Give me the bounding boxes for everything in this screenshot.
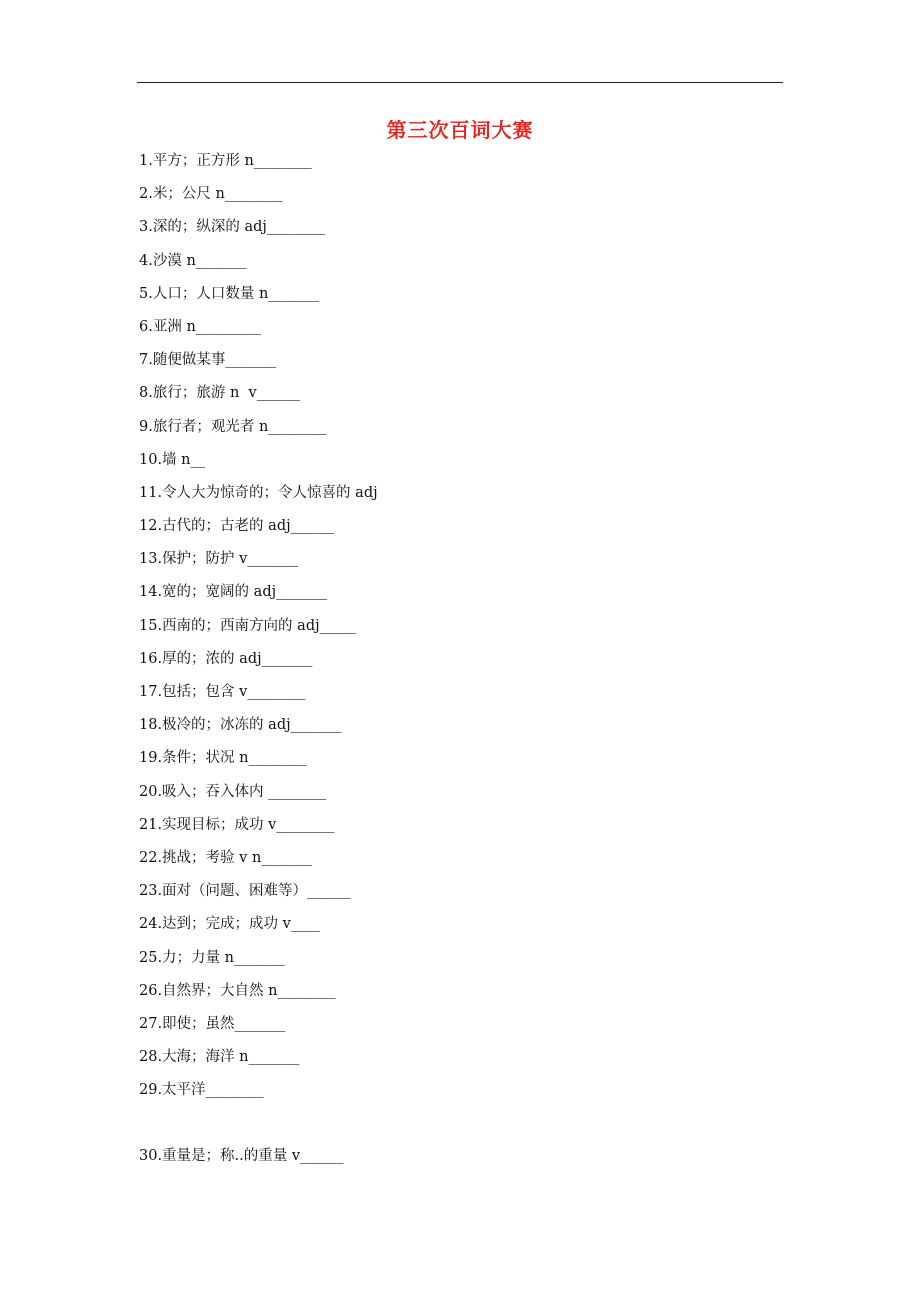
- list-item: 3.深的；纵深的 adj________: [139, 219, 325, 236]
- list-item: 8.旅行；旅游 n v______: [139, 385, 301, 402]
- header-rule: [137, 82, 783, 83]
- document-title: 第三次百词大赛: [386, 118, 534, 142]
- list-item: 21.实现目标；成功 v________: [139, 816, 335, 833]
- list-item: 20.吸入；吞入体内 ________: [139, 783, 327, 800]
- list-item: 12.古代的；古老的 adj______: [139, 518, 335, 535]
- vocabulary-list: [139, 150, 378, 1179]
- list-item: 11.令人大为惊奇的；令人惊喜的 adj: [139, 484, 378, 501]
- list-item: 29.太平洋________: [139, 1082, 264, 1099]
- list-item: 2.米；公尺 n________: [139, 186, 283, 203]
- list-item: 15.西南的；西南方向的 adj_____: [139, 617, 356, 634]
- list-item: 28.大海；海洋 n_______: [139, 1049, 300, 1066]
- list-item: 6.亚洲 n_________: [139, 318, 262, 335]
- list-item: 18.极冷的；冰冻的 adj_______: [139, 717, 342, 734]
- list-item: 17.包括；包含 v________: [139, 684, 306, 700]
- list-item: 23.面对（问题、困难等）______: [139, 883, 351, 900]
- list-item: 9.旅行者；观光者 n________: [139, 418, 327, 435]
- list-item: 22.挑战；考验 v n_______: [139, 849, 313, 866]
- list-item: 4.沙漠 n_______: [139, 252, 247, 269]
- list-item: 24.达到；完成；成功 v____: [139, 916, 320, 933]
- list-item: 30.重量是；称..的重量 v______: [139, 1148, 344, 1165]
- list-item: 10.墙 n__: [139, 451, 206, 468]
- list-item: 16.厚的；浓的 adj_______: [139, 650, 313, 667]
- list-item: 13.保护；防护 v_______: [139, 551, 299, 568]
- list-item: 7.随便做某事_______: [139, 352, 277, 369]
- list-item: 25.力；力量 n_______: [139, 949, 285, 966]
- list-item: 14.宽的；宽阔的 adj_______: [139, 584, 327, 601]
- list-item: 27.即使；虽然_______: [139, 1015, 286, 1032]
- list-item: 1.平方；正方形 n________: [139, 153, 312, 169]
- list-item: 19.条件；状况 n________: [139, 750, 307, 767]
- list-item: 5.人口；人口数量 n_______: [139, 285, 320, 302]
- list-item: 26.自然界；大自然 n________: [139, 982, 336, 999]
- blank-line: [139, 1112, 378, 1145]
